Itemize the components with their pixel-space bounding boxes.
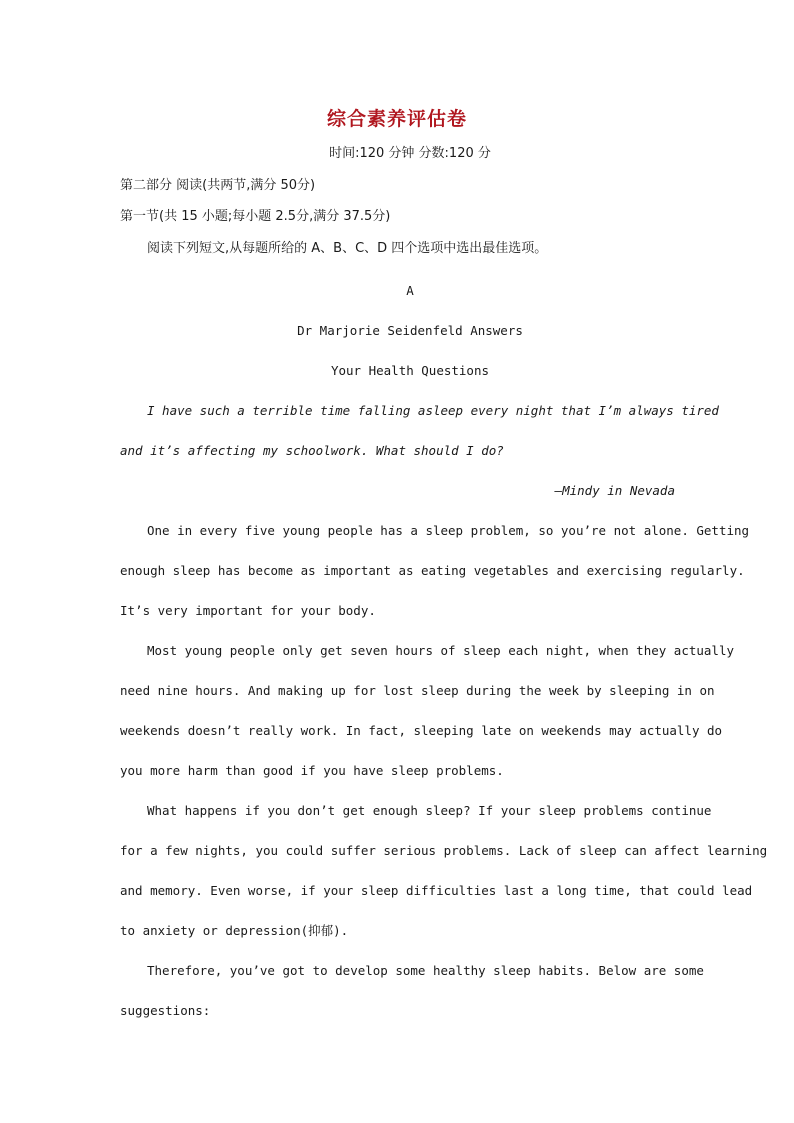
question-signature: —Mindy in Nevada: [554, 483, 675, 498]
paragraph-line: It’s very important for your body.: [120, 603, 376, 618]
page-title: 综合素养评估卷: [326, 108, 467, 130]
paragraph-line: to anxiety or depression(抑郁).: [120, 923, 349, 938]
instruction-text: 阅读下列短文,从每题所给的 A、B、C、D 四个选项中选出最佳选项。: [147, 241, 548, 256]
paragraph-line: weekends doesn’t really work. In fact, sleeping late on weekends may actually do: [120, 723, 723, 738]
question-line: and it’s affecting my schoolwork. What should I do?: [120, 443, 504, 458]
paragraph-line: and memory. Even worse, if your sleep difficulties last a long time, that could lead: [120, 883, 753, 898]
paragraph-line: for a few nights, you could suffer serious problems. Lack of sleep can affect learning: [120, 843, 768, 858]
passage-label: A: [406, 283, 414, 298]
passage-title: Dr Marjorie Seidenfeld Answers: [297, 323, 523, 338]
paragraph-line: you more harm than good if you have sleep problems.: [120, 763, 504, 778]
paragraph-line: suggestions:: [120, 1003, 211, 1018]
paragraph-line: Therefore, you’ve got to develop some healthy sleep habits. Below are some: [147, 963, 704, 978]
paragraph-line: need nine hours. And making up for lost sleep during the week by sleeping in on: [120, 683, 715, 698]
paragraph-line: Most young people only get seven hours of sleep each night, when they actually: [147, 643, 734, 658]
time-score-line: 时间:120 分钟 分数:120 分: [329, 146, 491, 161]
passage-subtitle: Your Health Questions: [330, 363, 490, 378]
subsection-heading: 第一节(共 15 小题;每小题 2.5分,满分 37.5分): [120, 209, 391, 224]
paragraph-line: enough sleep has become as important as eating vegetables and exercising regularly.: [120, 563, 745, 578]
paragraph-line: One in every five young people has a sleep problem, so you’re not alone. Getting: [147, 523, 750, 538]
part-heading: 第二部分 阅读(共两节,满分 50分): [120, 178, 316, 193]
question-line: I have such a terrible time falling asleep every night that I’m always tired: [147, 403, 719, 418]
paragraph-line: What happens if you don’t get enough sleep? If your sleep problems continue: [147, 803, 712, 818]
